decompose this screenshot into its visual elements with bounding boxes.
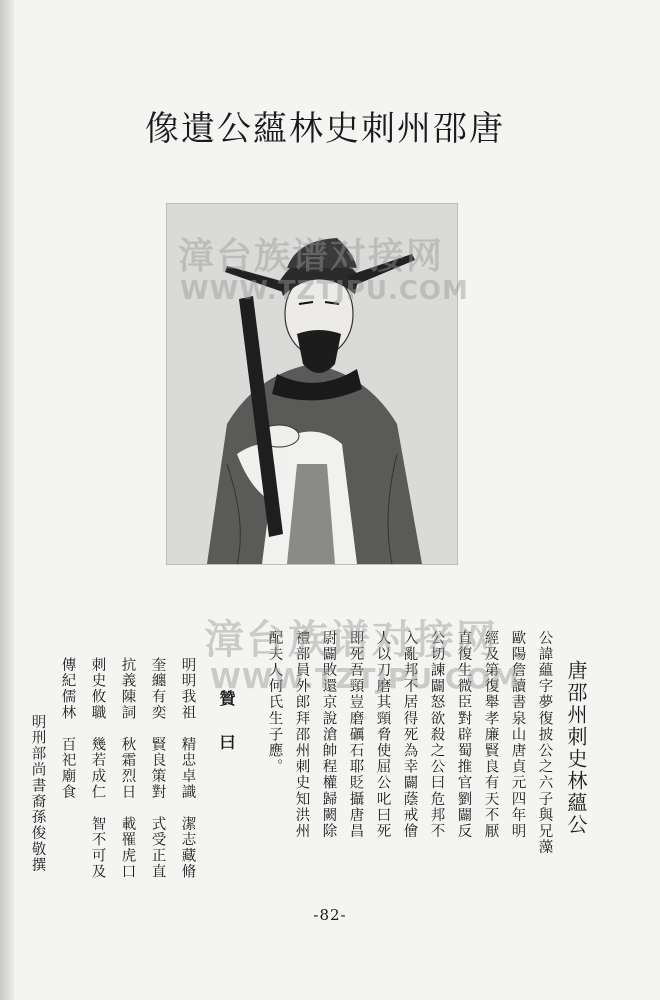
bio-line: 人以刀磨其頸脅使屈公叱曰死	[374, 630, 391, 840]
eulogy-author: 明刑部尚書裔孫俊敬撰	[29, 714, 46, 873]
watermark-text: 漳台族谱对接网	[204, 617, 498, 663]
bio-line: 尉闢敗還京說滄帥程權歸闕除	[320, 630, 337, 840]
bio-line: 公切諫闢怒欲殺之公曰危邦不	[428, 630, 445, 840]
page-edge	[0, 0, 14, 1000]
eulogy-heading: 贊 曰	[217, 690, 236, 756]
eulogy-line: 刺史攸職 幾若成仁 智不可及	[89, 657, 106, 880]
bio-line: 入亂邦不居得死為幸闢蔭戒儈	[401, 630, 418, 840]
bio-line: 即死吾頸豈磨礪石耶貶攝唐昌	[347, 630, 364, 840]
bio-line: 配夫人何氏生子應。	[266, 630, 283, 775]
page-number: -82-	[313, 906, 347, 924]
watermark-url: WWW.TZTJPU.COM	[210, 662, 521, 695]
eulogy-line: 抗義陳詞 秋霜烈日 載罹虎口	[119, 657, 136, 880]
page-title: 像遺公蘊林史刺州邵唐	[145, 109, 505, 149]
eulogy-line: 明明我祖 精忠卓識 潔志藏脩	[179, 657, 196, 880]
bio-line: 歐陽詹讀書泉山唐貞元四年明	[509, 630, 526, 840]
bio-line: 經及第復舉孝廉賢良有天不厭	[482, 630, 499, 840]
watermark-url: WWW.TZTJPU.COM	[180, 276, 469, 306]
figure-portrait-icon	[167, 204, 457, 564]
eulogy-line: 傳紀儒林 百祀廟食	[59, 657, 76, 801]
bio-heading: 唐邵州刺史林蘊公	[564, 660, 588, 836]
portrait-image	[166, 203, 458, 565]
bio-line: 公諱蘊字夢復披公之六子與兄藻	[536, 630, 553, 856]
bio-line: 禮部員外郎拜邵州刺史知洪州	[293, 630, 310, 840]
watermark-text: 漳台族谱对接网	[178, 236, 445, 277]
eulogy-line: 奎纏有奕 賢良策對 式受正直	[149, 657, 166, 880]
bio-line: 直復生微臣對辟蜀推官劉闢反	[455, 630, 472, 840]
